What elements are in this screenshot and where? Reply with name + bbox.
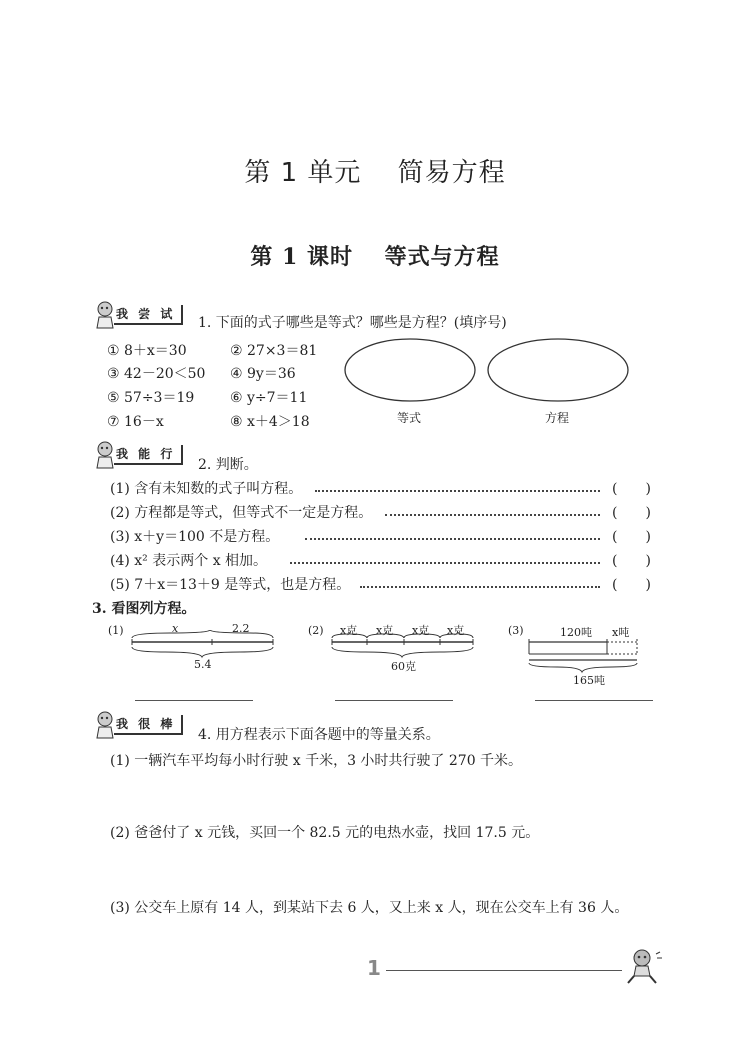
footer-rule bbox=[386, 970, 622, 971]
q1-item: ① 8＋x＝30 bbox=[107, 343, 187, 359]
answer-line[interactable] bbox=[535, 700, 653, 701]
badge-try-label: 我 尝 试 bbox=[114, 305, 183, 325]
diagram1-bottom-value: 5.4 bbox=[194, 658, 212, 671]
q1-item: ⑤ 57÷3＝19 bbox=[107, 390, 195, 406]
answer-paren[interactable]: ( ) bbox=[612, 553, 651, 569]
diagram2-top: x克 bbox=[376, 624, 394, 637]
q1-item: ⑥ y÷7＝11 bbox=[230, 390, 308, 406]
leader-dots bbox=[305, 538, 600, 540]
answer-paren[interactable]: ( ) bbox=[612, 505, 651, 521]
q2-prompt: 2. 判断。 bbox=[198, 457, 258, 473]
badge-can-label: 我 能 行 bbox=[114, 445, 183, 465]
diagram2-top: x克 bbox=[340, 624, 358, 637]
q3-prompt: 3. 看图列方程。 bbox=[92, 601, 196, 617]
lesson-title: 第 1 课时 等式与方程 bbox=[250, 244, 500, 270]
ellipse-label-equation: 方程 bbox=[545, 411, 570, 425]
diagram3-top-value: 120吨 bbox=[560, 626, 592, 639]
answer-paren[interactable]: ( ) bbox=[612, 529, 651, 545]
badge-great-label: 我 很 棒 bbox=[114, 715, 183, 735]
q1-item: ⑦ 16－x bbox=[107, 414, 164, 430]
q1-prompt: 1. 下面的式子哪些是等式？哪些是方程？(填序号) bbox=[198, 315, 507, 331]
leader-dots bbox=[290, 562, 600, 564]
q2-item: (3) x＋y＝100 不是方程。 bbox=[110, 529, 280, 545]
diagram2-bottom-value: 60克 bbox=[391, 660, 416, 673]
badge-try bbox=[92, 300, 183, 330]
q2-item: (1) 含有未知数的式子叫方程。 bbox=[110, 481, 303, 497]
diagram2-bars bbox=[330, 630, 480, 660]
q2-item: (5) 7＋x＝13＋9 是等式，也是方程。 bbox=[110, 577, 351, 593]
q2-item: (4) x² 表示两个 x 相加。 bbox=[110, 553, 268, 569]
unit-title: 第 1 单元 简易方程 bbox=[244, 158, 506, 188]
q1-item: ② 27×3＝81 bbox=[230, 343, 318, 359]
q4-item: (2) 爸爸付了 x 元钱，买回一个 82.5 元的电热水壶，找回 17.5 元。 bbox=[110, 825, 540, 841]
diagram2-top: x克 bbox=[412, 624, 430, 637]
diagram2-top: x克 bbox=[447, 624, 465, 637]
q1-item: ⑧ x＋4＞18 bbox=[230, 414, 310, 430]
answer-line[interactable] bbox=[135, 700, 253, 701]
diagram3-top-x: x吨 bbox=[612, 626, 630, 639]
ellipse-label-equality: 等式 bbox=[397, 411, 422, 425]
diagram1-top-value: 2.2 bbox=[232, 622, 250, 635]
q4-item: (1) 一辆汽车平均每小时行驶 x 千米，3 小时共行驶了 270 千米。 bbox=[110, 753, 523, 769]
page-number: 1 bbox=[367, 956, 381, 980]
diagram1-top-x: x bbox=[172, 622, 179, 635]
answer-paren[interactable]: ( ) bbox=[612, 481, 651, 497]
badge-can bbox=[92, 440, 183, 470]
q1-item: ④ 9y＝36 bbox=[230, 366, 296, 382]
diagram3-bars bbox=[527, 634, 647, 674]
equation-ellipse bbox=[488, 339, 628, 401]
q4-item: (3) 公交车上原有 14 人，到某站下去 6 人，又上来 x 人，现在公交车上有 36 人。 bbox=[110, 900, 629, 916]
badge-great bbox=[92, 710, 183, 740]
diagram3-label: (3) bbox=[508, 624, 524, 637]
diagram3-bottom-value: 165吨 bbox=[573, 674, 605, 687]
q1-item: ③ 42－20＜50 bbox=[107, 366, 206, 382]
diagram1-label: (1) bbox=[108, 624, 124, 637]
leader-dots bbox=[315, 490, 600, 492]
q4-prompt: 4. 用方程表示下面各题中的等量关系。 bbox=[198, 727, 440, 743]
runner-mascot-icon bbox=[622, 948, 664, 986]
q2-item: (2) 方程都是等式，但等式不一定是方程。 bbox=[110, 505, 373, 521]
leader-dots bbox=[385, 514, 600, 516]
leader-dots bbox=[360, 586, 600, 588]
equality-ellipse bbox=[345, 339, 475, 401]
answer-line[interactable] bbox=[335, 700, 453, 701]
diagram2-label: (2) bbox=[308, 624, 324, 637]
classification-ellipses bbox=[340, 336, 640, 406]
answer-paren[interactable]: ( ) bbox=[612, 577, 651, 593]
diagram1-bars bbox=[130, 630, 280, 660]
